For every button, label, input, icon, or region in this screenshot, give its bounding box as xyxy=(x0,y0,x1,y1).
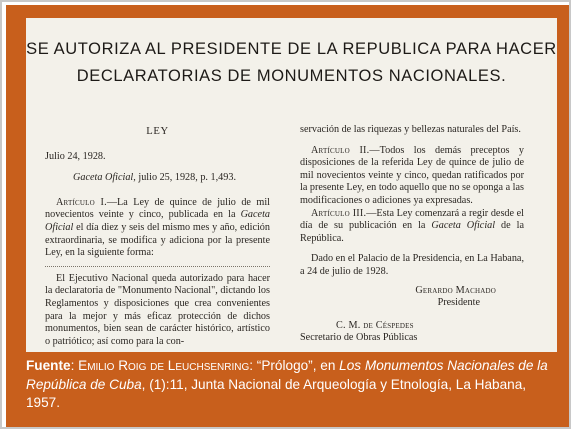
caption-rest: , (1):11, Junta Nacional de Arqueología y Etnología, La Habana, 1957. xyxy=(26,376,527,411)
articulo-2-label: Artículo II. xyxy=(311,144,370,156)
ejecutivo-paragraph: El Ejecutivo Nacional queda autorizado para hacer la declaratoria de "Monumento Nacional", dictando los Reglamentos y disposiciones que crea convenientes para la mejor y más eficaz protección de dichos monumentos, bien sean de carácter histórico, artístico o patriótico; así como para la con- xyxy=(45,272,270,347)
caption-book-title: Los Monumentos Nacionales de la República de Cuba xyxy=(26,358,548,392)
dotted-separator xyxy=(45,266,270,267)
articulo-1 xyxy=(45,197,270,260)
gaceta-rest: , julio 25, 1928, p. 1,493. xyxy=(133,172,236,184)
source-caption xyxy=(26,357,557,413)
signature-2-title: Secretario de Obras Públicas xyxy=(300,332,418,344)
signature-1-title: Presidente xyxy=(437,297,480,309)
headline-line-2: DECLARATORIAS DE MONUMENTOS NACIONALES. xyxy=(76,67,507,85)
articulo-1-label: Artículo I. xyxy=(56,196,107,208)
signature-2-name: C. M. de Céspedes xyxy=(336,319,414,331)
fecha: Julio 24, 1928. xyxy=(45,150,106,162)
articulo-3-text: —Esta Ley comenzará a regir desde el día de su publicación en la xyxy=(300,207,525,232)
articulo-3-gaceta: Gaceta Oficial xyxy=(431,220,496,232)
articulo-2-text: —Todos los demás preceptos y disposiciones de la referida Ley de quince de julio de mil novecientos veinte y cinco, quedan ratificados por la presente Ley, en todo aquello que no se oponga a las modificaciones o adiciones ya expresadas. xyxy=(300,144,524,206)
fuente-label: Fuente xyxy=(26,358,71,373)
articulo-3 xyxy=(300,208,524,246)
articulo-2 xyxy=(300,145,524,208)
headline-line-1: SE AUTORIZA AL PRESIDENTE DE LA REPUBLICA PARA HACER xyxy=(26,40,557,58)
left-column xyxy=(45,124,270,348)
articulo-1-text-2: el día diez y seis del mismo mes y año, edición extraordinaria, se modifica y adiciona por la presente Ley, en la siguiente forma: xyxy=(45,221,270,259)
articulo-3-text-2: de la República. xyxy=(300,220,524,244)
signature-1-name: Gerardo Machado xyxy=(415,284,496,296)
articulo-3-label: Artículo III. xyxy=(311,207,367,219)
right-continuation: servación de las riquezas y bellezas naturales del País. xyxy=(300,124,521,135)
caption-author: Emilio Roig de Leuchsenring xyxy=(78,358,250,373)
gaceta-reference xyxy=(45,172,270,185)
document-scan xyxy=(26,18,557,352)
articulo-1-text: —La Ley de quince de julio de mil novecientos veinte y cinco, publicada en la xyxy=(45,196,270,221)
dado-paragraph: Dado en el Palacio de la Presidencia, en La Habana, a 24 de julio de 1928. xyxy=(300,253,524,277)
caption-colon: : xyxy=(70,358,79,373)
gaceta-label: Gaceta Oficial xyxy=(73,172,134,184)
articulo-1-gaceta: Gaceta Oficial xyxy=(45,209,270,233)
orange-background xyxy=(6,5,569,427)
caption-title-part: : “Prólogo”, en xyxy=(249,358,340,373)
ley-title: LEY xyxy=(146,126,169,137)
right-column xyxy=(300,124,524,345)
